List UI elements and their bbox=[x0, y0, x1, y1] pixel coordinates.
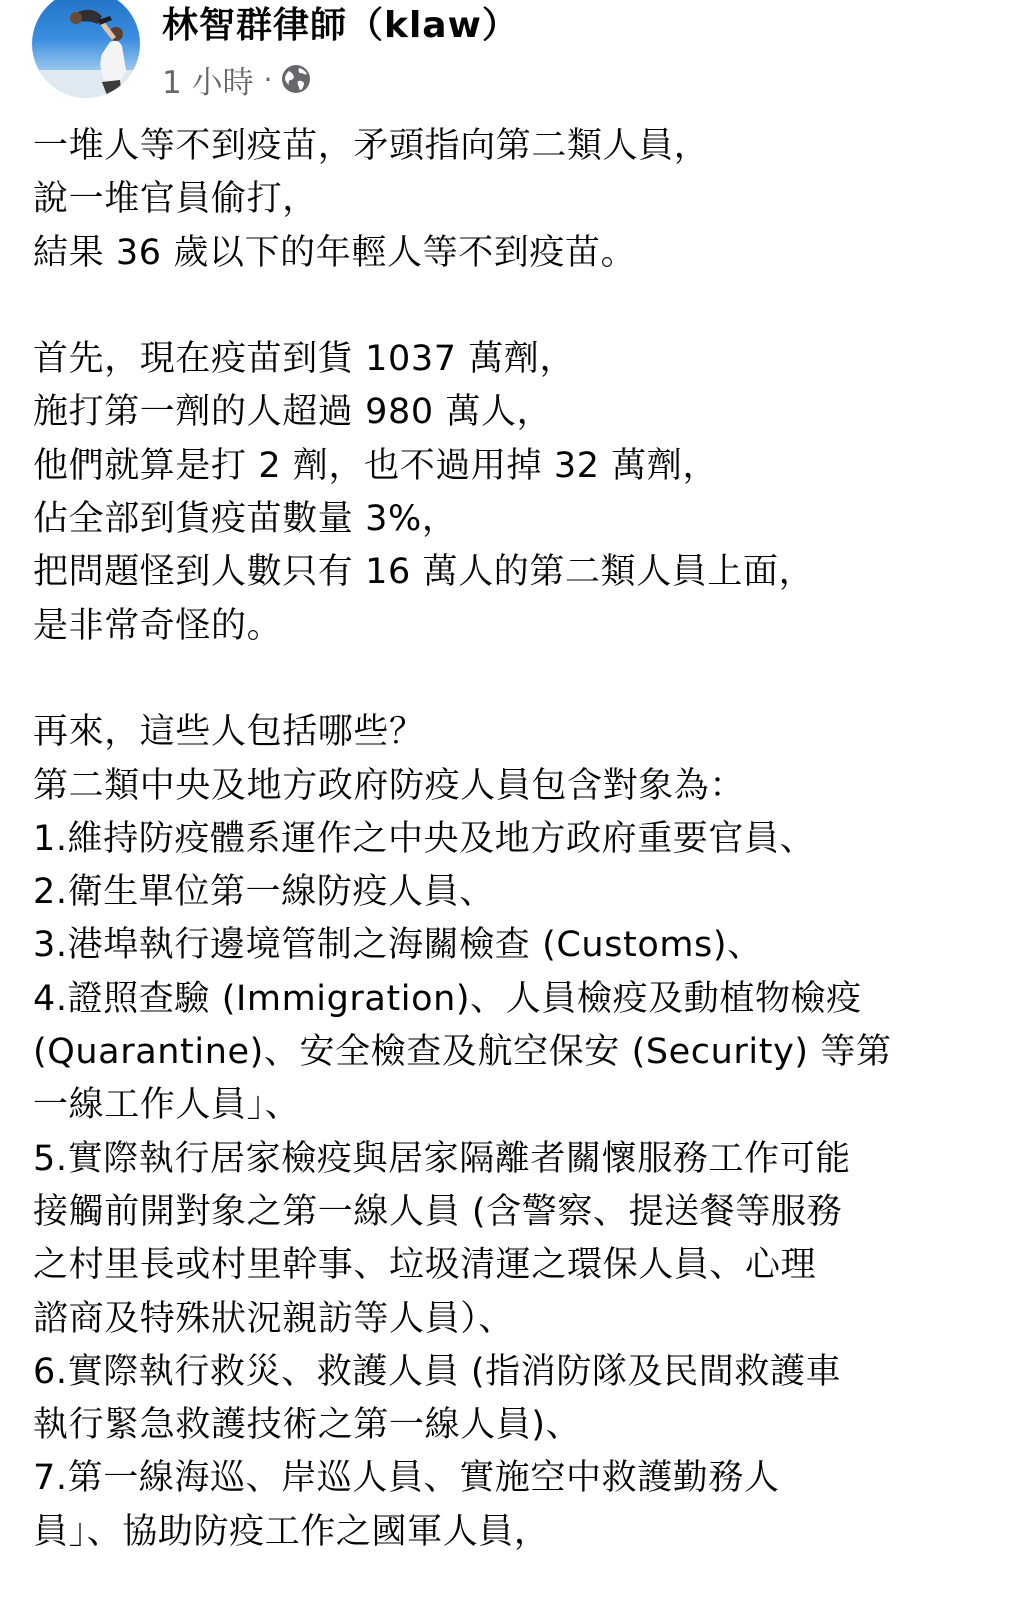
globe-icon[interactable] bbox=[280, 63, 312, 95]
post-text-line: 把問題怪到人數只有 16 萬人的第二類人員上面， bbox=[33, 552, 815, 593]
post-meta bbox=[162, 58, 312, 100]
post-text-line: 說一堆官員偷打， bbox=[33, 179, 318, 220]
post-text-line: 一堆人等不到疫苗，矛頭指向第二類人員， bbox=[33, 126, 710, 166]
post-text-line: 諮商及特殊狀況親訪等人員）、 bbox=[33, 1298, 514, 1339]
blank-line bbox=[33, 280, 993, 333]
post-text-line: (Quarantine)、安全檢查及航空保安 (Security) 等第 bbox=[33, 1032, 892, 1073]
post-text-line: 接觸前開對象之第一線人員 (含警察、提送餐等服務 bbox=[33, 1191, 843, 1232]
post-text-line: 結果 36 歲以下的年輕人等不到疫苗。 bbox=[33, 232, 637, 273]
post-text-line: 佔全部到貨疫苗數量 3%， bbox=[33, 499, 458, 540]
post-text-line: 一線工作人員」、 bbox=[33, 1085, 301, 1126]
post-text-line: 5.實際執行居家檢疫與居家隔離者關懷服務工作可能 bbox=[33, 1138, 851, 1179]
post-text-line: 7.第一線海巡、岸巡人員、實施空中救護勤務人 bbox=[33, 1458, 780, 1499]
post-text-line: 6.實際執行救災、救護人員 (指消防隊及民間救護車 bbox=[33, 1351, 842, 1392]
post-text-line: 2.衛生單位第一線防疫人員、 bbox=[33, 872, 495, 913]
post-text-line: 1.維持防疫體系運作之中央及地方政府重要官員、 bbox=[33, 818, 816, 859]
avatar-photo bbox=[32, 0, 140, 98]
blank-line bbox=[33, 653, 993, 706]
post-text-line: 施打第一劑的人超過 980 萬人， bbox=[33, 392, 553, 433]
author-avatar[interactable] bbox=[32, 0, 140, 98]
post-text-line: 員」、協助防疫工作之國軍人員， bbox=[33, 1511, 550, 1552]
post-text-line: 4.證照查驗 (Immigration)、人員檢疫及動植物檢疫 bbox=[33, 978, 862, 1019]
post-header bbox=[0, 0, 1022, 110]
post-text-line: 第二類中央及地方政府防疫人員包含對象為： bbox=[33, 765, 746, 806]
post-text-line: 之村里長或村里幹事、垃圾清運之環保人員、心理 bbox=[33, 1245, 817, 1286]
post-text-line: 他們就算是打 2 劑，也不過用掉 32 萬劑， bbox=[33, 445, 719, 486]
meta-separator: · bbox=[263, 62, 273, 96]
post-body bbox=[33, 120, 993, 1559]
post-text-line: 是非常奇怪的。 bbox=[33, 605, 283, 646]
post-text-line: 首先，現在疫苗到貨 1037 萬劑， bbox=[33, 339, 576, 380]
author-name[interactable]: 林智群律師（klaw） bbox=[162, 5, 519, 46]
post-timestamp[interactable]: 1 小時 bbox=[162, 64, 254, 101]
post-text-line: 3.港埠執行邊境管制之海關檢查 (Customs)、 bbox=[33, 925, 763, 966]
post-text-line: 執行緊急救護技術之第一線人員)、 bbox=[33, 1405, 582, 1446]
post-text-line: 再來，這些人包括哪些？ bbox=[33, 712, 425, 753]
